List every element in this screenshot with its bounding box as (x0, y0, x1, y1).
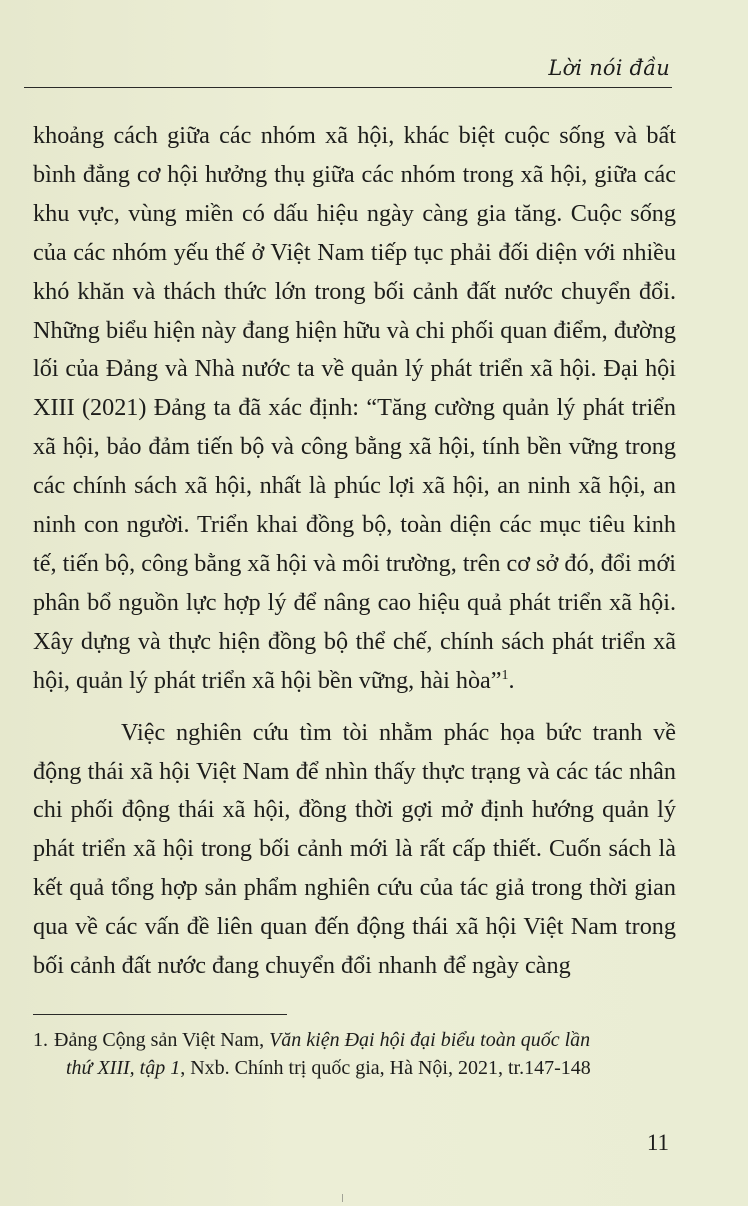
footnote-publisher: , Nxb. Chính trị quốc gia, Hà Nội, 2021, tr.147-148 (180, 1057, 591, 1079)
footnote (33, 1026, 676, 1082)
footnote-continuation (33, 1054, 676, 1082)
footnote-reference[interactable]: 1 (501, 667, 509, 683)
paragraph-2-text: Việc nghiên cứu tìm tòi nhằm phác họa bức tranh về động thái xã hội Việt Nam để nhìn thấy thực trạng và các tác nhân chi phối động thái xã hội, đồng thời gợi mở định hướng quản lý phát triển xã hội trong bối cảnh mới là rất cấp thiết. Cuốn sách là kết quả tổng hợp sản phẩm nghiên cứu của tác giả trong thời gian qua về các vấn đề liên quan đến động thái xã hội Việt Nam trong bối cảnh đất nước đang chuyển đổi nhanh để ngày càng (33, 718, 676, 980)
footnote-title-line1: Văn kiện Đại hội đại biểu toàn quốc lần (269, 1029, 591, 1051)
paragraph-1 (33, 117, 676, 701)
footnote-title-line2: thứ XIII, tập 1 (66, 1057, 181, 1079)
page-number: 11 (646, 1130, 669, 1155)
running-header-title: Lời nói đầu (548, 56, 670, 80)
paragraph-1-tail: . (508, 666, 515, 694)
body-text (33, 117, 676, 986)
header-rule (24, 87, 672, 88)
paragraph-1-text: khoảng cách giữa các nhóm xã hội, khác biệt cuộc sống và bất bình đẳng cơ hội hưởng thụ giữa các nhóm trong xã hội, giữa các khu vực, vùng miền có dấu hiệu ngày càng gia tăng. Cuộc sống của các nhóm yếu thế ở Việt Nam tiếp tục phải đối diện với nhiều khó khăn và thách thức lớn trong bối cảnh đất nước chuyển đổi. Những biểu hiện này đang hiện hữu và chi phối quan điểm, đường lối của Đảng và Nhà nước ta về quản lý phát triển xã hội. Đại hội XIII (2021) Đảng ta đã xác định: “Tăng cường quản lý phát triển xã hội, bảo đảm tiến bộ và công bằng xã hội, tính bền vững trong các chính sách xã hội, nhất là phúc lợi xã hội, an ninh xã hội, an ninh con người. Triển khai đồng bộ, toàn diện các mục tiêu kinh tế, tiến bộ, công bằng xã hội và môi trường, trên cơ sở đó, đổi mới phân bổ nguồn lực hợp lý để nâng cao hiệu quả phát triển xã hội. Xây dựng và thực hiện đồng bộ thể chế, chính sách phát triển xã hội, quản lý phát triển xã hội bền vững, hài hòa” (33, 122, 676, 694)
footnote-separator (33, 1014, 287, 1015)
footnote-number: 1. (33, 1029, 48, 1051)
paragraph-2 (33, 714, 676, 986)
paper-mark (342, 1194, 343, 1202)
footnote-author: Đảng Cộng sản Việt Nam, (54, 1029, 270, 1051)
